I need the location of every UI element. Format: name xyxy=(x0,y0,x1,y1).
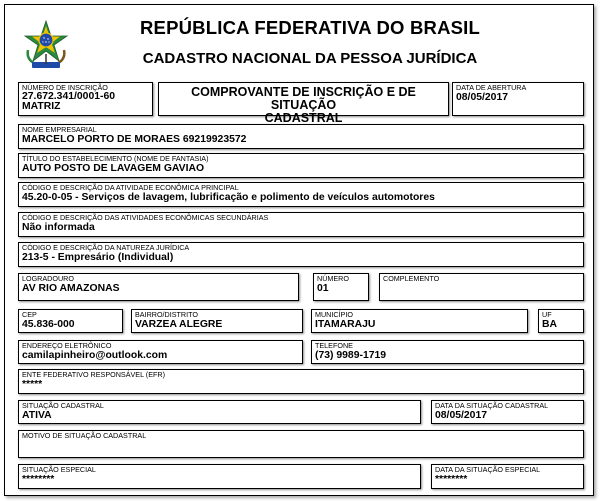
comprovante-title xyxy=(158,82,449,125)
atividades-secundarias-value: Não informada xyxy=(22,222,95,233)
natureza-juridica-value: 213-5 - Empresário (Individual) xyxy=(22,252,174,263)
telefone-value: (73) 9989-1719 xyxy=(315,350,387,361)
fantasia-box xyxy=(18,153,584,178)
atividade-principal-box xyxy=(18,182,584,207)
efr-label: ENTE FEDERATIVO RESPONSÁVEL (EFR) xyxy=(22,370,165,379)
inscricao-label: NÚMERO DE INSCRIÇÃO xyxy=(22,83,108,92)
fantasia-value: AUTO POSTO DE LAVAGEM GAVIAO xyxy=(22,163,205,174)
complemento-label: COMPLEMENTO xyxy=(383,274,440,283)
nome-empresarial-label: NOME EMPRESARIAL xyxy=(22,125,97,134)
uf-box xyxy=(538,309,584,333)
atividades-secundarias-label: CÓDIGO E DESCRIÇÃO DAS ATIVIDADES ECONÔMICAS SECUNDÁRIAS xyxy=(22,213,269,222)
situacao-especial-box xyxy=(18,464,421,489)
natureza-juridica-label: CÓDIGO E DESCRIÇÃO DA NATUREZA JURÍDICA xyxy=(22,243,190,252)
abertura-label: DATA DE ABERTURA xyxy=(456,83,527,92)
situacao-label: SITUAÇÃO CADASTRAL xyxy=(22,401,104,410)
situacao-value: ATIVA xyxy=(22,410,52,421)
atividade-principal-label: CÓDIGO E DESCRIÇÃO DA ATIVIDADE ECONÔMICA PRINCIPAL xyxy=(22,183,239,192)
abertura-value: 08/05/2017 xyxy=(456,92,509,103)
email-label: ENDEREÇO ELETRÔNICO xyxy=(22,341,112,350)
bairro-label: BAIRRO/DISTRITO xyxy=(135,310,198,319)
situacao-especial-label: SITUAÇÃO ESPECIAL xyxy=(22,465,96,474)
email-box xyxy=(18,340,303,364)
page-title: REPÚBLICA FEDERATIVA DO BRASIL xyxy=(139,17,481,38)
fantasia-label: TÍTULO DO ESTABELECIMENTO (NOME DE FANTASIA) xyxy=(22,154,209,163)
abertura-box xyxy=(452,82,584,116)
bairro-box xyxy=(131,309,303,333)
data-situacao-box xyxy=(431,400,584,424)
nome-empresarial-box xyxy=(18,124,584,149)
logradouro-label: LOGRADOURO xyxy=(22,274,74,283)
cep-box xyxy=(18,309,123,333)
motivo-box xyxy=(18,430,584,458)
data-situacao-especial-label: DATA DA SITUAÇÃO ESPECIAL xyxy=(435,465,541,474)
numero-value: 01 xyxy=(317,283,329,294)
cep-value: 45.836-000 xyxy=(22,319,75,330)
complemento-box xyxy=(379,273,584,301)
efr-value: ***** xyxy=(22,379,43,390)
uf-value: BA xyxy=(542,319,558,330)
logradouro-box xyxy=(18,273,299,301)
uf-label: UF xyxy=(542,310,552,319)
comprovante-line1: COMPROVANTE DE INSCRIÇÃO E DE SITUAÇÃO xyxy=(191,85,416,112)
atividades-secundarias-box xyxy=(18,212,584,237)
municipio-box xyxy=(311,309,528,333)
situacao-box xyxy=(18,400,421,424)
inscricao-box xyxy=(18,82,153,116)
natureza-juridica-box xyxy=(18,242,584,267)
municipio-value: ITAMARAJU xyxy=(315,319,376,330)
nome-empresarial-value: MARCELO PORTO DE MORAES 69219923572 xyxy=(22,134,247,145)
page-subtitle: CADASTRO NACIONAL DA PESSOA JURÍDICA xyxy=(142,50,478,67)
numero-box xyxy=(313,273,369,301)
inscricao-value: 27.672.341/0001-60 xyxy=(22,91,116,102)
telefone-label: TELEFONE xyxy=(315,341,353,350)
situacao-especial-value: ******** xyxy=(22,474,55,485)
brazil-coat-of-arms-icon xyxy=(22,20,70,72)
email-value: camilapinheiro@outlook.com xyxy=(22,350,168,361)
numero-label: NÚMERO xyxy=(317,274,349,283)
cep-label: CEP xyxy=(22,310,37,319)
telefone-box xyxy=(311,340,584,364)
motivo-label: MOTIVO DE SITUAÇÃO CADASTRAL xyxy=(22,431,147,440)
efr-box xyxy=(18,369,584,394)
inscricao-tipo: MATRIZ xyxy=(22,101,61,112)
data-situacao-especial-value: ******** xyxy=(435,474,468,485)
data-situacao-label: DATA DA SITUAÇÃO CADASTRAL xyxy=(435,401,549,410)
municipio-label: MUNICÍPIO xyxy=(315,310,353,319)
atividade-principal-value: 45.20-0-05 - Serviços de lavagem, lubrificação e polimento de veículos automotores xyxy=(22,192,435,203)
comprovante-line2: CADASTRAL xyxy=(264,111,343,125)
bairro-value: VARZEA ALEGRE xyxy=(135,319,223,330)
data-situacao-especial-box xyxy=(431,464,584,489)
data-situacao-value: 08/05/2017 xyxy=(435,410,488,421)
logradouro-value: AV RIO AMAZONAS xyxy=(22,283,120,294)
